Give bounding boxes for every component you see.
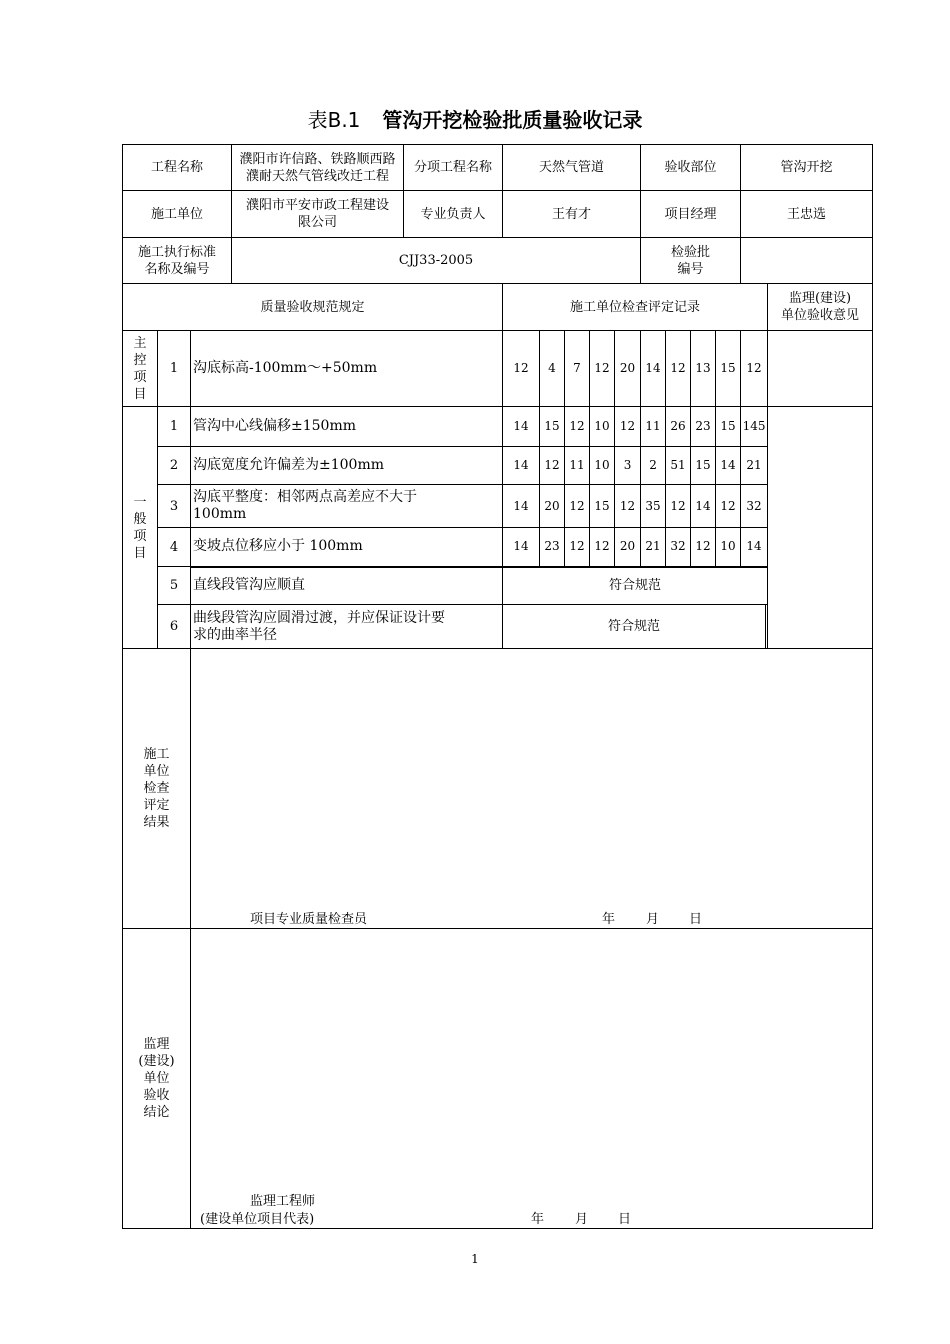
measure-value: 12 xyxy=(666,485,691,528)
item-number: 1 xyxy=(158,407,191,447)
record-column-header: 施工单位检查评定记录 xyxy=(503,284,768,331)
specialist-label: 专业负责人 xyxy=(404,191,503,238)
measure-value: 145 xyxy=(741,407,768,447)
item-number: 1 xyxy=(158,331,191,407)
measure-value: 14 xyxy=(503,528,540,567)
date-year: 年 xyxy=(531,1212,545,1227)
measure-value: 14 xyxy=(641,331,666,407)
sub-project-value: 天然气管道 xyxy=(503,145,641,191)
batch-label: 检验批 编号 xyxy=(641,238,741,284)
quality-inspector-label: 项目专业质量检查员 xyxy=(250,912,368,927)
measure-value: 26 xyxy=(666,407,691,447)
measure-value: 14 xyxy=(741,528,768,567)
construction-result-row xyxy=(123,649,873,929)
supervision-result-label: 监理 (建设) 单位 验收 结论 xyxy=(123,929,191,1229)
table-title: 管沟开挖检验批质量验收记录 xyxy=(382,108,643,132)
item-requirement: 直线段管沟应顺直 xyxy=(191,567,503,605)
main-items-label: 主 控 项 目 xyxy=(123,331,158,407)
header-row-project xyxy=(123,145,873,191)
general-item-row-2 xyxy=(123,447,873,485)
construction-result-content xyxy=(191,649,873,929)
measure-value: 14 xyxy=(716,447,741,485)
column-header-row xyxy=(123,284,873,331)
item-requirement: 沟底平整度：相邻两点高差应不大于 100mm xyxy=(191,485,503,528)
manager-label: 项目经理 xyxy=(641,191,741,238)
measure-value: 14 xyxy=(503,447,540,485)
item-requirement: 曲线段管沟应圆滑过渡，并应保证设计要 求的曲率半径 xyxy=(191,605,503,649)
measure-value: 12 xyxy=(615,407,641,447)
measure-value: 12 xyxy=(716,485,741,528)
manager-value: 王忠选 xyxy=(741,191,873,238)
measure-value: 15 xyxy=(716,407,741,447)
date-day: 日 xyxy=(618,1212,632,1227)
measure-value: 14 xyxy=(503,485,540,528)
measure-value: 23 xyxy=(691,407,716,447)
measure-value: 12 xyxy=(565,485,590,528)
item-number: 5 xyxy=(158,567,191,605)
main-item-row-1 xyxy=(123,331,873,407)
item-result: 符合规范 xyxy=(503,567,768,605)
measure-value: 12 xyxy=(615,485,641,528)
date-year: 年 xyxy=(602,912,616,927)
measure-value: 11 xyxy=(565,447,590,485)
general-item-row-1 xyxy=(123,407,873,447)
general-item-row-6 xyxy=(123,605,873,649)
measure-value: 14 xyxy=(503,407,540,447)
general-items-label: 一 般 项 目 xyxy=(123,407,158,649)
measure-value: 21 xyxy=(641,528,666,567)
measure-value: 15 xyxy=(716,331,741,407)
supervisor-opinion xyxy=(768,331,873,407)
measure-value: 12 xyxy=(540,447,565,485)
measure-value: 12 xyxy=(741,331,768,407)
measure-value: 10 xyxy=(590,407,615,447)
measure-value: 12 xyxy=(666,331,691,407)
item-extra-cell xyxy=(766,605,768,649)
project-name-label: 工程名称 xyxy=(123,145,232,191)
measure-value: 32 xyxy=(741,485,768,528)
item-requirement: 变坡点位移应小于 100mm xyxy=(191,528,503,567)
measure-value: 7 xyxy=(565,331,590,407)
date-month: 月 xyxy=(575,1212,589,1227)
supervision-engineer-label: 监理工程师 xyxy=(250,1194,316,1209)
general-item-row-3 xyxy=(123,485,873,528)
measure-value: 51 xyxy=(666,447,691,485)
inspection-record-table xyxy=(122,144,873,1229)
measure-value: 11 xyxy=(641,407,666,447)
measure-value: 2 xyxy=(641,447,666,485)
page-title xyxy=(0,104,950,133)
construction-unit-label: 施工单位 xyxy=(123,191,232,238)
general-item-row-4 xyxy=(123,528,873,567)
measure-value: 20 xyxy=(615,331,641,407)
date-day: 日 xyxy=(689,912,703,927)
measure-value: 13 xyxy=(691,331,716,407)
measure-value: 15 xyxy=(540,407,565,447)
measure-value: 12 xyxy=(503,331,540,407)
item-requirement: 沟底宽度允许偏差为±100mm xyxy=(191,447,503,485)
measure-value: 12 xyxy=(565,528,590,567)
construction-unit-value: 濮阳市平安市政工程建设 限公司 xyxy=(232,191,404,238)
item-number: 6 xyxy=(158,605,191,649)
project-name-value: 濮阳市许信路、铁路顺西路 濮耐天然气管线改迁工程 xyxy=(232,145,404,191)
general-item-row-5 xyxy=(123,567,873,605)
header-row-standard xyxy=(123,238,873,284)
supervision-result-row xyxy=(123,929,873,1229)
measure-value: 15 xyxy=(691,447,716,485)
supervision-result-content xyxy=(191,929,873,1229)
construction-result-label: 施工 单位 检查 评定 结果 xyxy=(123,649,191,929)
measure-value: 4 xyxy=(540,331,565,407)
accept-part-label: 验收部位 xyxy=(641,145,741,191)
item-result: 符合规范 xyxy=(503,605,766,649)
owner-representative-label: (建设单位项目代表) xyxy=(200,1212,315,1227)
measure-value: 12 xyxy=(565,407,590,447)
measure-value: 20 xyxy=(615,528,641,567)
measure-value: 10 xyxy=(716,528,741,567)
measure-value: 21 xyxy=(741,447,768,485)
measure-value: 32 xyxy=(666,528,691,567)
measure-value: 12 xyxy=(691,528,716,567)
measure-value: 3 xyxy=(615,447,641,485)
measure-value: 23 xyxy=(540,528,565,567)
item-number: 3 xyxy=(158,485,191,528)
batch-value xyxy=(741,238,873,284)
table-number: 表B.1 xyxy=(307,108,361,132)
measure-value: 12 xyxy=(590,331,615,407)
page-number: 1 xyxy=(471,1252,479,1266)
measure-value: 12 xyxy=(590,528,615,567)
header-row-unit xyxy=(123,191,873,238)
measure-value: 35 xyxy=(641,485,666,528)
sub-project-label: 分项工程名称 xyxy=(404,145,503,191)
item-number: 4 xyxy=(158,528,191,567)
measure-value: 14 xyxy=(691,485,716,528)
measure-value: 20 xyxy=(540,485,565,528)
supervisor-opinion xyxy=(768,407,873,649)
item-requirement: 管沟中心线偏移±150mm xyxy=(191,407,503,447)
specialist-value: 王有才 xyxy=(503,191,641,238)
supervisor-column-header: 监理(建设) 单位验收意见 xyxy=(768,284,873,331)
spec-column-header: 质量验收规范规定 xyxy=(123,284,503,331)
measure-value: 15 xyxy=(590,485,615,528)
item-requirement: 沟底标高-100mm～+50mm xyxy=(191,331,503,407)
item-number: 2 xyxy=(158,447,191,485)
accept-part-value: 管沟开挖 xyxy=(741,145,873,191)
measure-value: 10 xyxy=(590,447,615,485)
standard-value: CJJ33-2005 xyxy=(232,238,641,284)
date-month: 月 xyxy=(646,912,660,927)
standard-label: 施工执行标准 名称及编号 xyxy=(123,238,232,284)
